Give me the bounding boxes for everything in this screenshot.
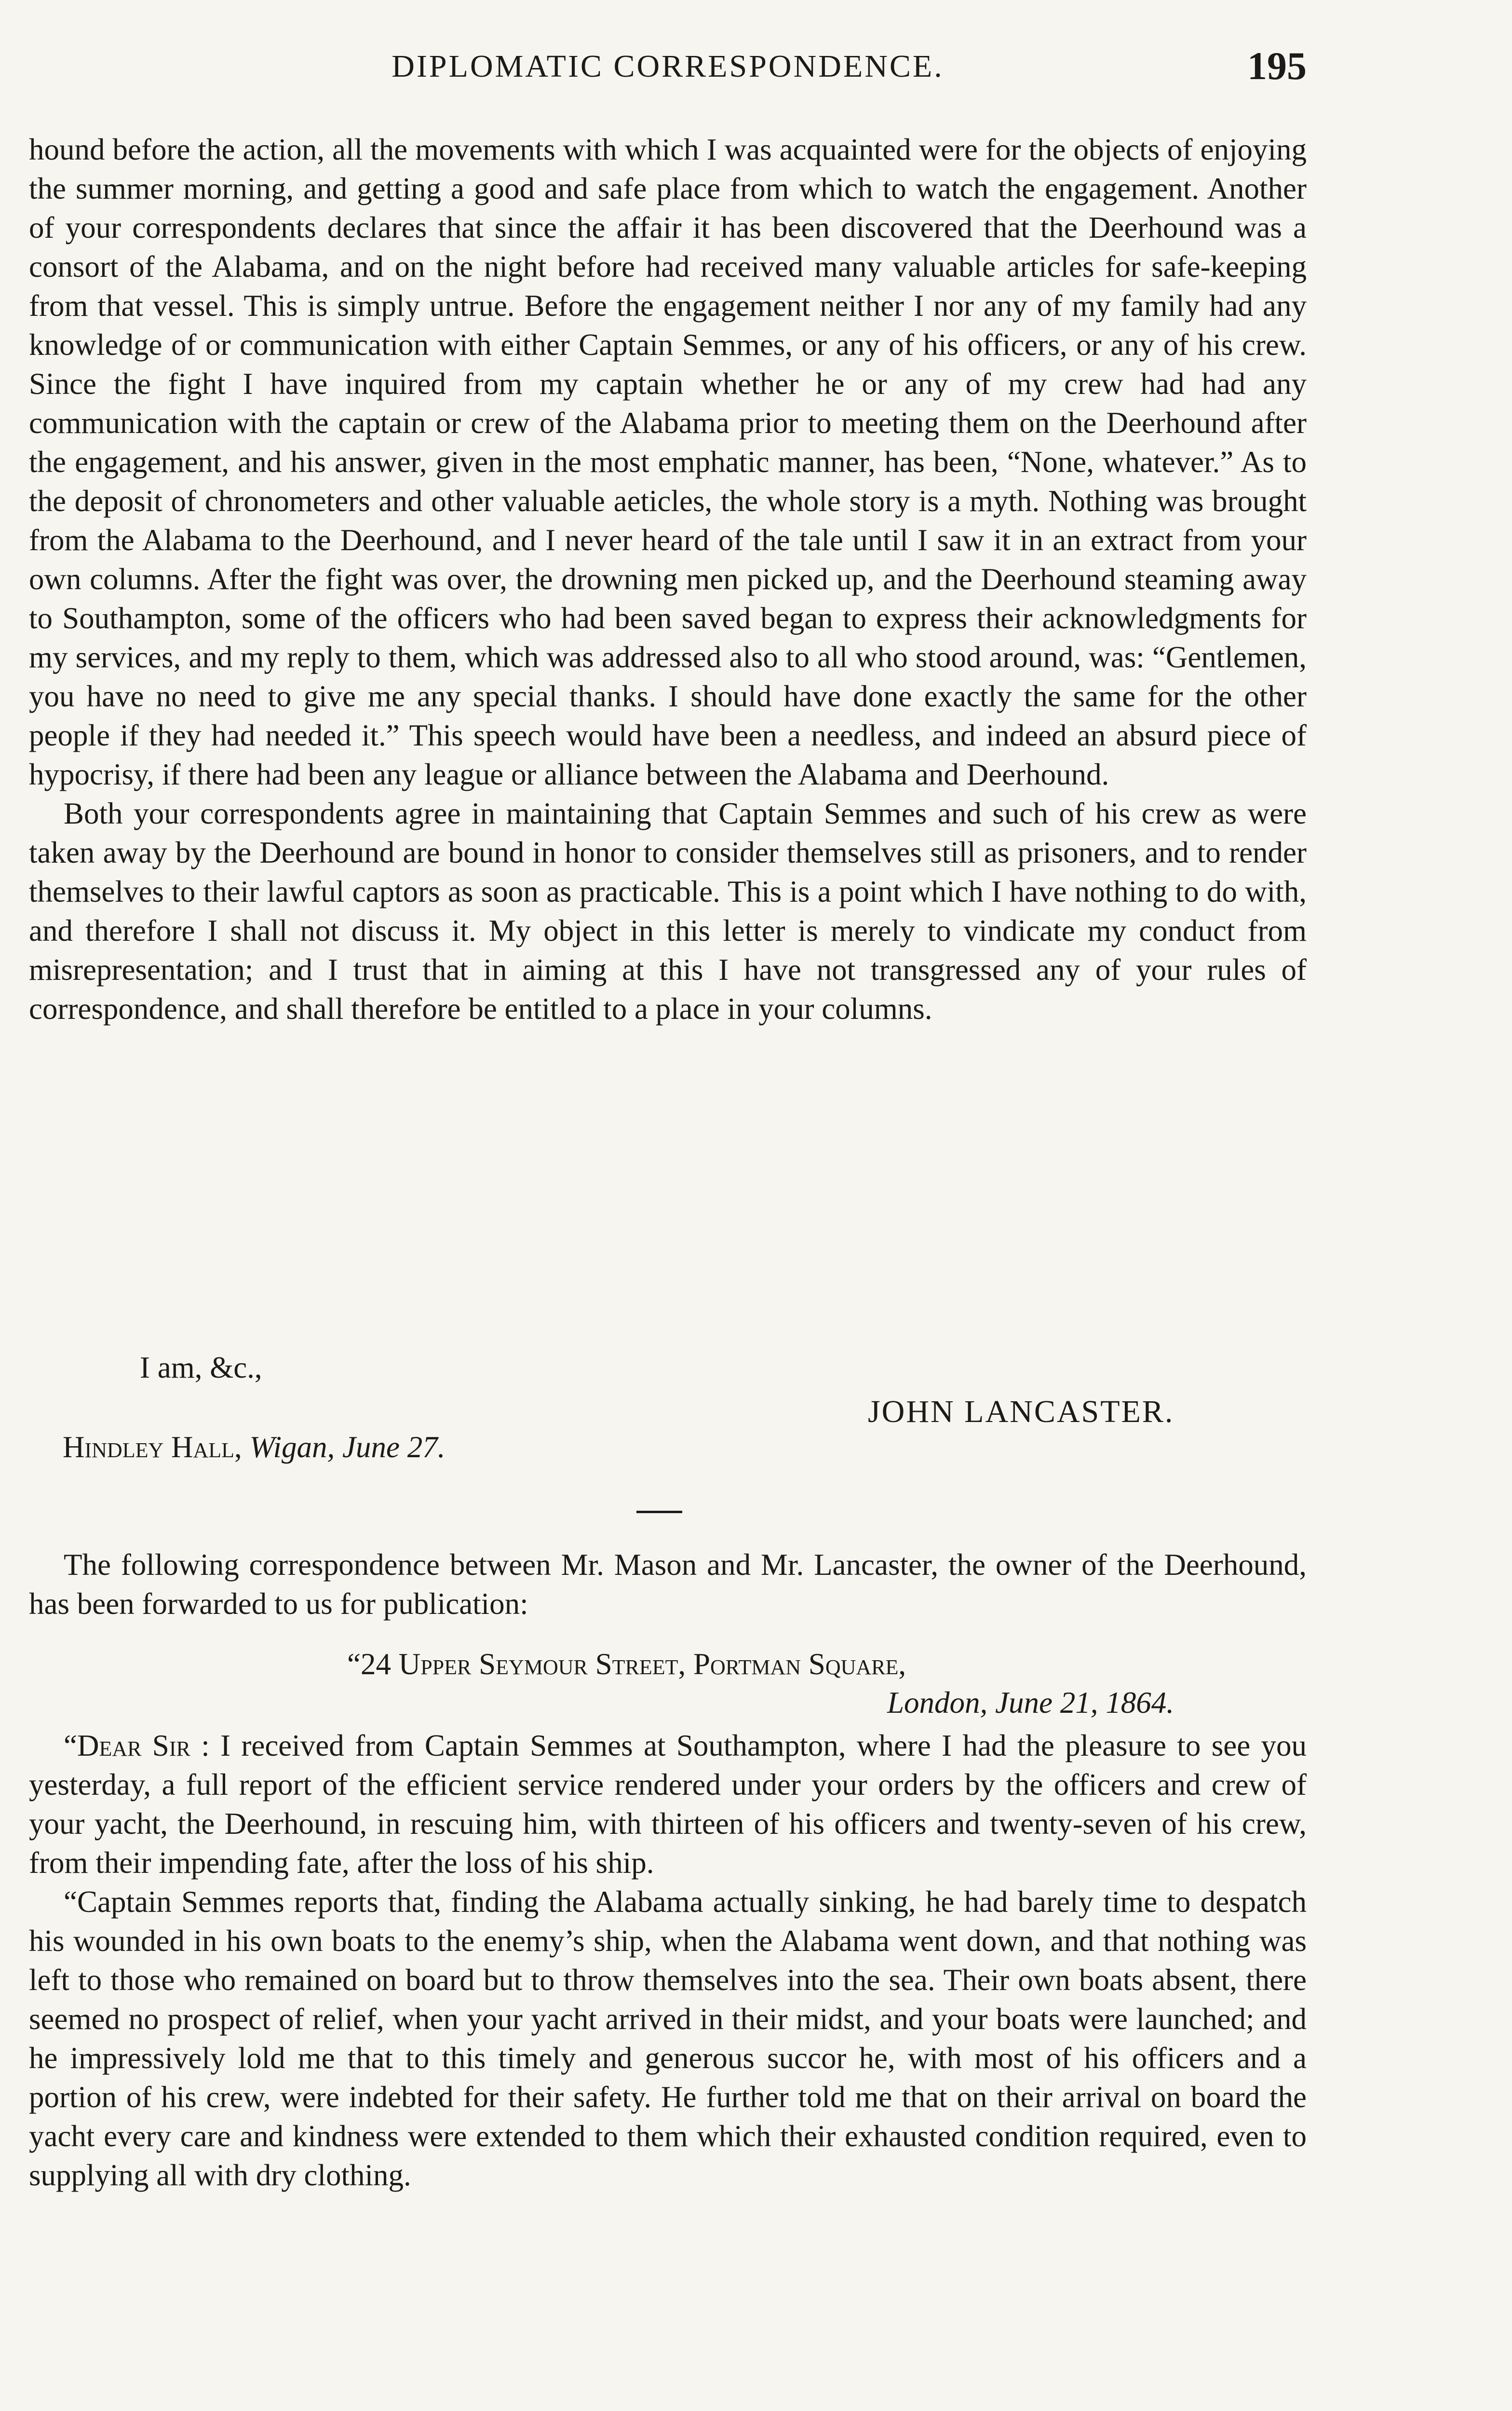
letter1-paragraph-1: hound before the action, all the movements with which I was acquainted were for the objects of enjoying the summer morning, and getting a good and safe place from which to watch the engagement. Another of your correspondents declares that since the affair it has been discovered that the Deerhound was a consort of the Alabama, and on the night before had received many valuable articles for safe-keeping from that vessel. This is simply untrue. Before the engagement neither I nor any of my family had any knowledge of or communication with either Captain Semmes, or any of his officers, or any of his crew. Since the fight I have inquired from my captain whether he or any of my crew had had any communication with the captain or crew of the Alabama prior to meeting them on the Deerhound after the engagement, and his answer, given in the most emphatic manner, has been, “None, whatever.” As to the deposit of chronometers and other valuable aeticles, the whole story is a myth. Nothing was brought from the Alabama to the Deerhound, and I never heard of the tale until I saw it in an extract from your own columns. After the fight was over, the drowning men picked up, and the Deerhound steaming away to Southampton, some of the officers who had been saved began to express their acknowledgments for my services, and my reply to them, which was addressed also to all who stood around, was: “Gentlemen, you have no need to give me any special thanks. I should have done exactly the same for the other people if they had needed it.” This speech would have been a needless, and indeed an absurd piece of hypocrisy, if there had been any league or alliance between the Alabama and Deerhound. [29,133,1307,791]
place-date: Wigan, June 27. [249,1430,446,1464]
letter1-place-date [63,1430,445,1465]
letter1-paragraph-2: Both your correspondents agree in maintaining that Captain Semmes and such of his crew as were taken away by the Deerhound are bound in honor to consider themselves still as prisoners, and to render themselves to their lawful captors as soon as practicable. This is a point which I have nothing to do with, and therefore I shall not discuss it. My object in this letter is merely to vindicate my conduct from misrepresentation; and I trust that in aiming at this I have not transgressed any of your rules of correspondence, and shall therefore be entitled to a place in your columns. [29,797,1307,1026]
letter1-signature: JOHN LANCASTER. [868,1394,1174,1429]
letter1-closing: I am, &c., [140,1351,262,1384]
letter2-paragraph-1-text: I received from Captain Semmes at Southampton, where I had the pleasure to see you yesterday, a full report of the efficient service rendered under your orders by the officers and crew of your yacht, the Deerhound, in rescuing him, with thirteen of his officers and twenty-seven of his crew, from their impending fate, after the loss of his ship. [29,1729,1307,1880]
letter1-body [29,130,1307,1029]
letter2-address-line-1: “24 Upper Seymour Street, Portman Square, [347,1647,906,1681]
intro-paragraph: The following correspondence between Mr. Mason and Mr. Lancaster, the owner of the Deerhound, has been forwarded to us for publication: [29,1548,1307,1621]
letter2-paragraph-1 [29,1726,1307,1883]
intro-paragraph-block [29,1545,1307,1624]
header-title: DIPLOMATIC CORRESPONDENCE. [392,49,944,84]
letter2-address-line-2: London, June 21, 1864. [887,1686,1174,1720]
letter2-salutation: “Dear Sir : [64,1729,210,1762]
letter2-body [29,1726,1307,2195]
place-name: Hindley Hall, [63,1430,242,1464]
section-divider [636,1511,682,1513]
page-number: 195 [1247,44,1307,88]
letter2-paragraph-2: “Captain Semmes reports that, finding the Alabama actually sinking, he had barely time to despatch his wounded in his own boats to the enemy’s ship, when the Alabama went down, and that nothing was left to those who remained on board but to throw themselves into the sea. Their own boats absent, there seemed no prospect of relief, when your yacht arrived in their midst, and your boats were launched; and he impressively lold me that to this timely and generous succor he, with most of his officers and a portion of his crew, were indebted for their safety. He further told me that on their arrival on board the yacht every care and kindness were extended to them which their exhausted condition required, even to supplying all with dry clothing. [29,1885,1307,2192]
running-header [29,44,1307,101]
